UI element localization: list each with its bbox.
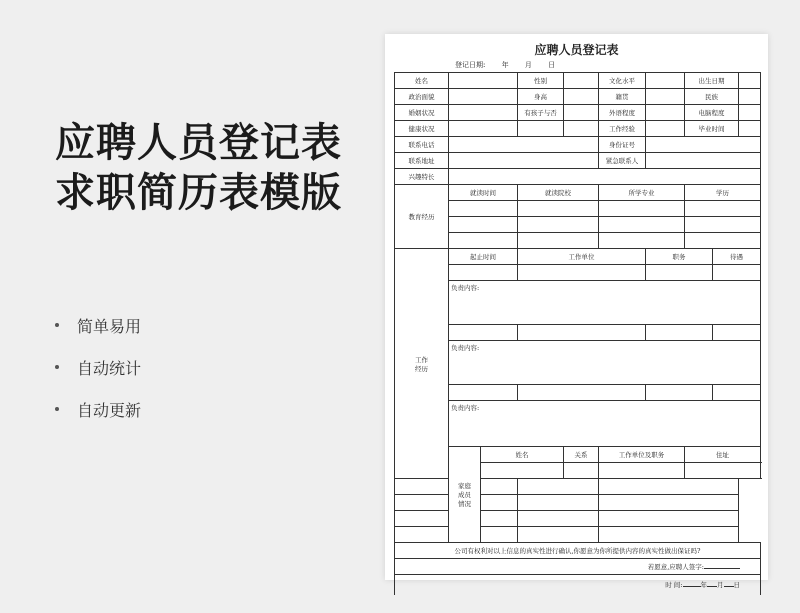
field-label: 政治面貌 (395, 89, 449, 105)
section-label: 工作 经历 (395, 249, 449, 479)
column-header: 就读院校 (518, 185, 599, 201)
field-label: 姓名 (395, 73, 449, 89)
children-cell[interactable] (564, 105, 599, 121)
field-label: 电脑程度 (685, 105, 739, 121)
education-cell[interactable] (646, 73, 685, 89)
signature-row[interactable]: 若愿意,应聘人签字: (395, 559, 761, 575)
marital-cell[interactable] (449, 105, 518, 121)
feature-list (55, 312, 141, 438)
table-row (395, 121, 761, 137)
column-header: 工作单位 (518, 249, 646, 265)
table-row (395, 479, 761, 495)
name-cell[interactable] (449, 73, 518, 89)
hobby-cell[interactable] (449, 169, 761, 185)
blank-cell (518, 121, 564, 137)
field-label: 工作经验 (599, 121, 646, 137)
table-row (395, 385, 761, 401)
ethnic-cell[interactable] (739, 89, 761, 105)
birth-cell[interactable] (739, 73, 761, 89)
signature-line (704, 563, 740, 569)
column-header: 待遇 (713, 249, 761, 265)
field-label: 有孩子与否 (518, 105, 564, 121)
table-row (395, 265, 761, 281)
hero-title (55, 118, 375, 218)
section-label: 家庭 成员 情况 (449, 447, 481, 543)
table-row (395, 105, 761, 121)
field-label: 联系地址 (395, 153, 449, 169)
table-row (395, 495, 761, 511)
field-label: 紧急联系人 (599, 153, 646, 169)
form-preview (385, 34, 768, 590)
field-label: 健康状况 (395, 121, 449, 137)
section-label: 教育经历 (395, 185, 449, 249)
field-label: 出生日期 (685, 73, 739, 89)
column-header: 职务 (646, 249, 713, 265)
table-row (395, 233, 761, 249)
phone-cell[interactable] (449, 137, 599, 153)
table-row (395, 559, 761, 575)
time-row[interactable]: 时 间: 年 月 日 (395, 575, 761, 595)
table-row (395, 153, 761, 169)
experience-cell[interactable] (646, 121, 685, 137)
native-cell[interactable] (646, 89, 685, 105)
table-row (395, 201, 761, 217)
table-row (395, 89, 761, 105)
form-title: 应聘人员登记表 (534, 43, 619, 57)
table-row (395, 137, 761, 153)
table-row (395, 543, 761, 559)
id-cell[interactable] (646, 137, 761, 153)
bullet-dot-icon (55, 323, 59, 327)
duty-cell[interactable]: 负责内容: (449, 401, 761, 447)
table-row (395, 401, 761, 447)
column-header: 就读时间 (449, 185, 518, 201)
field-label: 毕业时间 (685, 121, 739, 137)
political-cell[interactable] (449, 89, 518, 105)
feature-item: 自动更新 (55, 396, 141, 422)
graduation-cell[interactable] (739, 121, 761, 137)
feature-item: 自动统计 (55, 354, 141, 380)
blank-cell (564, 121, 599, 137)
column-header: 工作单位及职务 (599, 447, 685, 463)
duty-cell[interactable]: 负责内容: (449, 341, 761, 385)
duty-cell[interactable]: 负责内容: (449, 281, 761, 325)
field-label: 身份证号 (599, 137, 646, 153)
hero-title-line2: 求职简历表模版 (55, 170, 342, 216)
registration-date: 登记日期: 年 月 日 (455, 61, 556, 69)
field-label: 民族 (685, 89, 739, 105)
field-label: 联系电话 (395, 137, 449, 153)
column-header: 姓名 (481, 447, 564, 463)
field-label: 兴趣特长 (395, 169, 449, 185)
registration-table (394, 72, 761, 595)
table-row (395, 325, 761, 341)
table-row (395, 217, 761, 233)
gender-cell[interactable] (564, 73, 599, 89)
table-row (395, 249, 761, 265)
address-cell[interactable] (449, 153, 599, 169)
statement-text: 公司有权利对以上信息的真实性进行确认,你愿意为你所提供内容的真实性做出保证吗? (395, 543, 761, 559)
feature-item: 简单易用 (55, 312, 141, 338)
field-label: 性别 (518, 73, 564, 89)
bullet-dot-icon (55, 407, 59, 411)
emergency-cell[interactable] (646, 153, 761, 169)
table-row (395, 341, 761, 385)
column-header: 学历 (685, 185, 761, 201)
table-row (395, 511, 761, 527)
hero-title-line1: 应聘人员登记表 (55, 120, 342, 166)
column-header: 关系 (564, 447, 599, 463)
health-cell[interactable] (449, 121, 518, 137)
table-row (395, 169, 761, 185)
computer-cell[interactable] (739, 105, 761, 121)
field-label: 文化水平 (599, 73, 646, 89)
foreign-cell[interactable] (646, 105, 685, 121)
table-row (395, 185, 761, 201)
bullet-dot-icon (55, 365, 59, 369)
field-label: 婚姻状况 (395, 105, 449, 121)
table-row (395, 73, 761, 89)
field-label: 身高 (518, 89, 564, 105)
table-row (395, 447, 761, 463)
table-row (395, 575, 761, 595)
column-header: 住址 (685, 447, 761, 463)
field-label: 籍贯 (599, 89, 646, 105)
table-row (395, 527, 761, 543)
column-header: 起止时间 (449, 249, 518, 265)
field-label: 外语程度 (599, 105, 646, 121)
height-cell[interactable] (564, 89, 599, 105)
table-row (395, 281, 761, 325)
column-header: 所学专业 (599, 185, 685, 201)
